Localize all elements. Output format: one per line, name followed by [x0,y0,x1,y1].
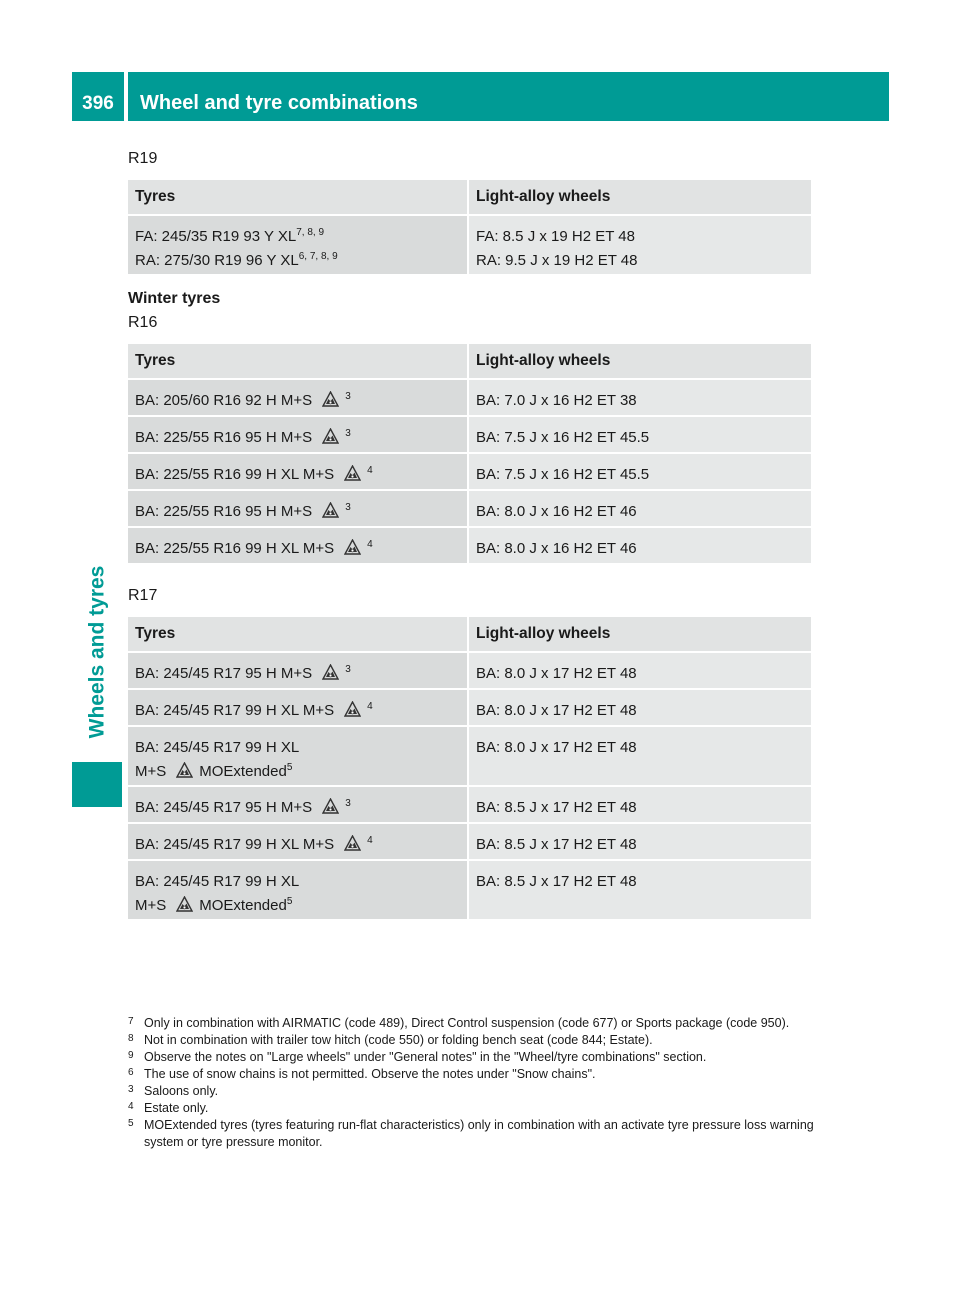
table-row [128,527,811,564]
footnote-number: 7 [128,1016,134,1027]
wheel-cell: BA: 8.0 J x 17 H2 ET 48 [468,689,811,726]
footnote-text: Only in combination with AIRMATIC (code 489), Direct Control suspension (code 677) or Sports package (code 950). [144,1016,790,1030]
snowflake-mountain-icon [344,465,361,481]
snowflake-mountain-icon [344,701,361,717]
snowflake-mountain-icon [176,762,193,778]
tyre-spec-ms: M+S [135,897,167,914]
footnote-ref: 3 [345,502,351,513]
table-row [128,416,811,453]
tyre-cell [128,860,468,920]
snowflake-mountain-icon [322,391,339,407]
wheel-cell: BA: 8.5 J x 17 H2 ET 48 [468,823,811,860]
footnote-text: Not in combination with trailer tow hitch (code 550) or folding bench seat (code 844; Estate). [144,1033,653,1047]
table-row [128,379,811,416]
page-number: 396 [72,72,124,121]
tyre-spec: BA: 245/45 R17 99 H XL M+S [135,836,335,853]
column-header-wheels: Light-alloy wheels [468,344,811,379]
tyre-spec-moextended: MOExtended [199,763,287,780]
fa-tyre: FA: 245/35 R19 93 Y XL [135,228,297,245]
tyre-spec-moextended: MOExtended [199,897,287,914]
tyre-spec-ms: M+S [135,763,167,780]
footnote [128,1032,814,1049]
footnote-text: The use of snow chains is not permitted. Observe the notes under "Snow chains". [144,1067,596,1081]
table-r17 [128,617,811,921]
column-header-tyres: Tyres [128,344,468,379]
snowflake-mountain-icon [176,896,193,912]
tyre-cell [128,379,468,416]
footnote-text: Estate only. [144,1101,209,1115]
footnote-ref: 3 [345,664,351,675]
footnote-number: 8 [128,1033,134,1044]
footnote [128,1117,814,1151]
side-tab [72,547,122,757]
tyre-spec: BA: 245/45 R17 99 H XL M+S [135,702,335,719]
table-row [128,652,811,689]
table-r16 [128,344,811,565]
footnote-ref: 3 [345,391,351,402]
footnote-ref: 3 [345,428,351,439]
table-row [128,689,811,726]
footnote-ref: 4 [367,835,373,846]
wheel-cell [468,215,811,275]
tyre-spec: BA: 205/60 R16 92 H M+S [135,392,313,409]
column-header-tyres: Tyres [128,617,468,652]
tyre-spec: BA: 245/45 R17 95 H M+S [135,799,313,816]
snowflake-mountain-icon [322,798,339,814]
footnote [128,1015,814,1032]
footnote [128,1066,814,1083]
tyre-spec: BA: 245/45 R17 99 H XL [135,873,300,890]
table-row [128,786,811,823]
ra-wheel: RA: 9.5 J x 19 H2 ET 48 [476,252,638,269]
side-tab-marker [72,762,122,807]
tyre-cell [128,652,468,689]
column-header-wheels: Light-alloy wheels [468,180,811,215]
footnote [128,1083,814,1100]
wheel-cell: BA: 8.5 J x 17 H2 ET 48 [468,860,811,920]
footnote-ref: 5 [286,896,293,907]
footnotes [128,1015,814,1151]
table-row [128,823,811,860]
tyre-cell [128,689,468,726]
footnote-number: 4 [128,1101,134,1112]
tyre-cell [128,490,468,527]
tyre-cell [128,823,468,860]
footnote [128,1100,814,1117]
wheel-cell: BA: 8.0 J x 17 H2 ET 48 [468,726,811,786]
wheel-cell: BA: 8.0 J x 16 H2 ET 46 [468,527,811,564]
footnote-ref: 4 [367,465,373,476]
snowflake-mountain-icon [322,428,339,444]
footnote-text: Saloons only. [144,1084,219,1098]
section-title-winter: Winter tyres [128,290,221,307]
column-header-wheels: Light-alloy wheels [468,617,811,652]
tyre-cell [128,786,468,823]
tyre-spec: BA: 225/55 R16 99 H XL M+S [135,466,335,483]
snowflake-mountain-icon [344,539,361,555]
main-content [128,150,811,921]
wheel-cell: BA: 7.5 J x 16 H2 ET 45.5 [468,453,811,490]
column-header-tyres: Tyres [128,180,468,215]
section-title-r17: R17 [128,587,158,604]
page-title: Wheel and tyre combinations [128,72,889,121]
footnote-ref: 4 [367,539,373,550]
wheel-cell: BA: 7.5 J x 16 H2 ET 45.5 [468,416,811,453]
table-row [128,215,811,275]
tyre-cell [128,453,468,490]
table-row [128,726,811,786]
wheel-cell: BA: 7.0 J x 16 H2 ET 38 [468,379,811,416]
footnote-number: 5 [128,1118,134,1129]
footnote [128,1049,814,1066]
footnote-text: MOExtended tyres (tyres featuring run-flat characteristics) only in combination with an activate tyre pressure loss warning system or tyre pressure monitor. [144,1118,814,1149]
footnote-ref: 4 [367,701,373,712]
footnote-text: Observe the notes on "Large wheels" under "General notes" in the "Wheel/tyre combinations" section. [144,1050,707,1064]
table-row [128,453,811,490]
snowflake-mountain-icon [344,835,361,851]
section-title-r16: R16 [128,314,158,331]
tyre-cell [128,215,468,275]
footnote-number: 9 [128,1050,134,1061]
table-r19 [128,180,811,276]
footnote-ref: 3 [345,798,351,809]
snowflake-mountain-icon [322,502,339,518]
tyre-spec: BA: 225/55 R16 95 H M+S [135,429,313,446]
footnote-ref: 5 [286,762,293,773]
tyre-spec: BA: 225/55 R16 99 H XL M+S [135,540,335,557]
tyre-cell [128,527,468,564]
footnote-ref: 6, 7, 8, 9 [298,251,338,262]
ra-tyre: RA: 275/30 R19 96 Y XL [135,252,299,269]
footnote-number: 3 [128,1084,134,1095]
tyre-spec: BA: 245/45 R17 99 H XL [135,739,300,756]
table-row [128,860,811,920]
footnote-number: 6 [128,1067,134,1078]
tyre-spec: BA: 245/45 R17 95 H M+S [135,665,313,682]
side-tab-label: Wheels and tyres [85,565,109,739]
snowflake-mountain-icon [322,664,339,680]
fa-wheel: FA: 8.5 J x 19 H2 ET 48 [476,228,635,245]
footnote-ref: 7, 8, 9 [296,227,325,238]
wheel-cell: BA: 8.0 J x 17 H2 ET 48 [468,652,811,689]
wheel-cell: BA: 8.0 J x 16 H2 ET 46 [468,490,811,527]
table-row [128,490,811,527]
wheel-cell: BA: 8.5 J x 17 H2 ET 48 [468,786,811,823]
tyre-spec: BA: 225/55 R16 95 H M+S [135,503,313,520]
section-title-r19: R19 [128,150,158,167]
tyre-cell [128,726,468,786]
tyre-cell [128,416,468,453]
